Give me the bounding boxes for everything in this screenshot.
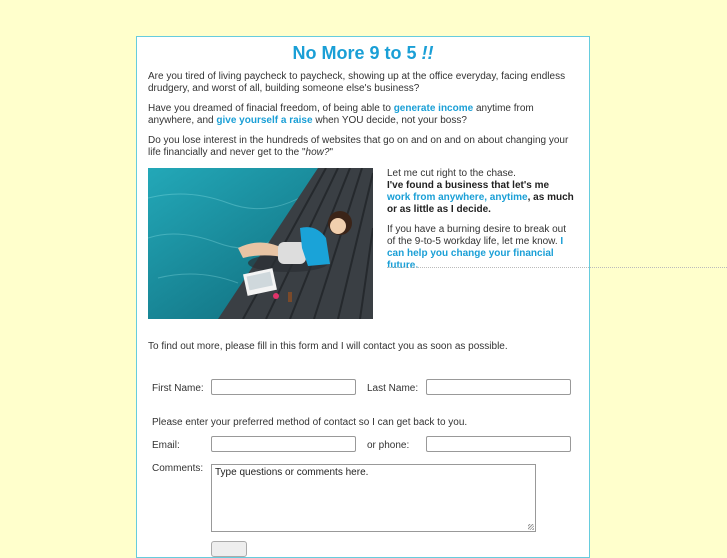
last-name-label: Last Name: (367, 383, 419, 394)
highlight-work-anywhere: work from anywhere, anytime (387, 192, 528, 203)
intro-paragraph-2: Have you dreamed of finacial freedom, of being able to generate income anytime from anywhere, and give yourself a raise when YOU decide, not your boss? (148, 103, 534, 126)
highlight-generate-income: generate income (393, 103, 474, 114)
resize-grip-icon[interactable] (528, 524, 534, 530)
phone-label: or phone: (367, 440, 410, 451)
phone-input[interactable] (426, 436, 571, 452)
email-input[interactable] (211, 436, 356, 452)
submit-button[interactable] (211, 541, 247, 557)
highlight-give-raise: give yourself a raise (216, 115, 313, 126)
photo-illustration (148, 168, 373, 319)
contact-prompt: Please enter your preferred method of contact so I can get back to you. (152, 417, 468, 428)
page-title: No More 9 to 5 !! (292, 43, 434, 63)
last-name-input[interactable] (426, 379, 571, 395)
burning-desire-paragraph: If you have a burning desire to break out of the 9-to-5 workday life, let me know. I can help you change your financial future. (387, 224, 567, 271)
highlight-change-future: I can help you change your financial future. (387, 236, 564, 271)
intro-paragraph-1: Are you tired of living paycheck to paycheck, showing up at the office everyday, facing endless drudgery, and worst of all, building someone else's business? (148, 71, 566, 94)
comments-label: Comments: (152, 463, 204, 474)
content-panel (136, 36, 590, 558)
email-label: Email: (152, 440, 180, 451)
form-intro: To find out more, please fill in this form and I will contact you as soon as possible. (148, 341, 508, 352)
first-name-label: First Name: (152, 383, 204, 394)
comments-value: Type questions or comments here. (215, 467, 369, 478)
first-name-input[interactable] (211, 379, 356, 395)
title-suffix: !! (421, 43, 434, 63)
comments-textarea[interactable] (211, 464, 536, 532)
divider-line (387, 267, 727, 268)
intro-paragraph-3: Do you lose interest in the hundreds of websites that go on and on and on about changing your life financially and never get to the "how?" (148, 135, 569, 158)
chase-line: Let me cut right to the chase. (387, 168, 516, 179)
pool-deck-photo (148, 168, 373, 319)
business-statement: I've found a business that let's me work from anywhere, anytime, as much or as little as I decide. (387, 180, 574, 215)
